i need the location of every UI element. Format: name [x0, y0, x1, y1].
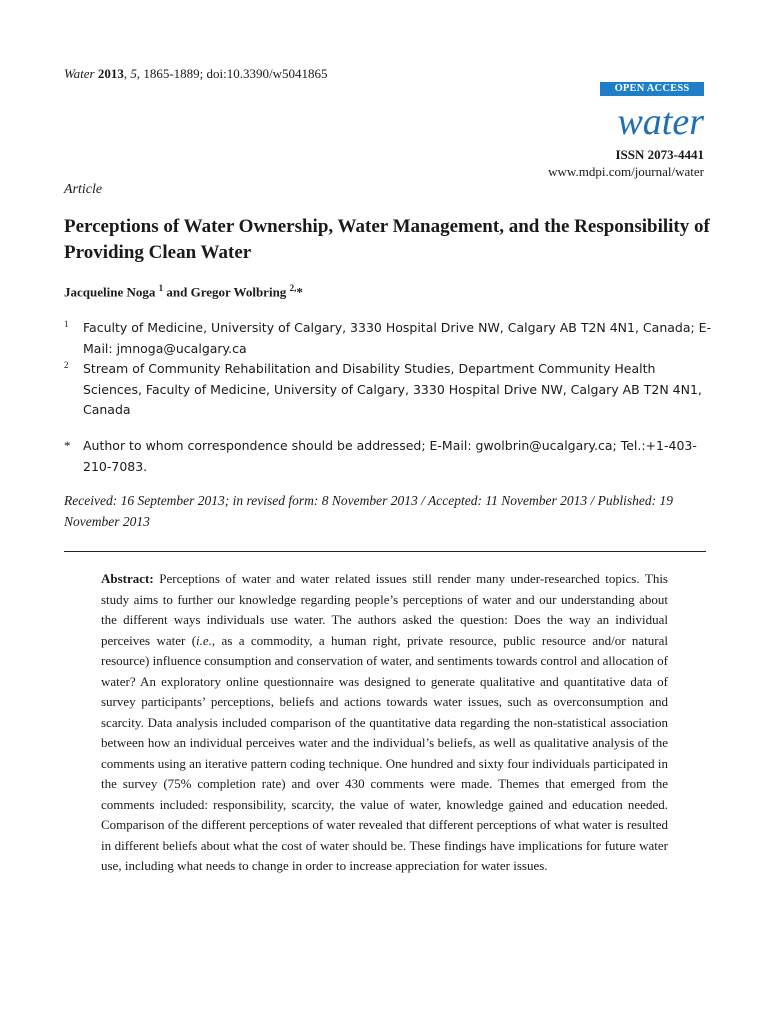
- abstract-ie: i.e.: [196, 632, 212, 648]
- affiliation-text: Stream of Community Rehabilitation and Disability Studies, Department Community Health Sciences, Faculty of Medicine, University of Calgary, 3330 Hospital Drive NW, Calgary AB T2N 4N1, Canada: [83, 361, 702, 417]
- corresponding-mark: *: [296, 284, 303, 300]
- publication-dates: Received: 16 September 2013; in revised form: 8 November 2013 / Accepted: 11 November 2013 / Published: 19 November 2013: [64, 493, 673, 529]
- author-name: Gregor Wolbring: [190, 284, 287, 300]
- author-name: Jacqueline Noga: [64, 284, 156, 300]
- citation-year: 2013: [97, 66, 124, 81]
- journal-url[interactable]: www.mdpi.com/journal/water: [548, 164, 704, 179]
- author-connector: and: [163, 284, 191, 300]
- correspondence-mark: *: [64, 438, 71, 453]
- section-divider: [64, 551, 706, 552]
- article-type: Article: [64, 182, 103, 197]
- affiliation-mark: 1: [158, 283, 164, 293]
- abstract-text-part1: Perceptions of water and water related issues still render many under-researched topics. This study aims to further our knowledge regarding people’s perceptions of water and our understanding about the different ways individuals use water. The authors asked the question: Does the way an individual perceives water (: [101, 571, 668, 648]
- abstract-label: Abstract:: [101, 571, 154, 586]
- article-title: Perceptions of Water Ownership, Water Management, and the Responsibility of Providing Clean Water: [64, 216, 710, 263]
- journal-name: Water: [64, 66, 95, 81]
- affiliation-text: Faculty of Medicine, University of Calgary, 3330 Hospital Drive NW, Calgary AB T2N 4N1, Canada; E-Mail: jmnoga@ucalgary.ca: [83, 320, 712, 356]
- abstract: [101, 569, 668, 877]
- citation-pages-doi: , 1865-1889; doi:10.3390/w5041865: [136, 66, 328, 81]
- affiliation-2: [64, 359, 714, 421]
- open-access-badge: OPEN ACCESS: [600, 82, 704, 96]
- author-list: [64, 283, 303, 300]
- correspondence-note: [64, 436, 714, 477]
- affiliation-number: 1: [64, 319, 69, 329]
- affiliation-1: [64, 318, 714, 359]
- affiliation-mark: 2,: [289, 283, 297, 293]
- correspondence-text: Author to whom correspondence should be addressed; E-Mail: gwolbrin@ucalgary.ca; Tel.:+1-403-210-7083.: [83, 438, 697, 474]
- abstract-text-part2: , as a commodity, a human right, private resource, public resource and/or natural resource) influence consumption and conservation of water, and sentiments towards control and allocation of water? An exploratory online questionnaire was designed to generate qualitative and quantitative data of survey participants’ perceptions, beliefs and actions towards water issues, such as overconsumption and scarcity. Data analysis included comparison of the quantitative data regarding the non-statistical association between how an individual perceives water and the individual’s beliefs, as well as qualitative analysis of the comments using an iterative pattern coding technique. One hundred and sixty four individuals participated in the survey (75% completion rate) and over 430 comments were made. Themes that emerged from the comments included: responsibility, scarcity, the value of water, knowledge gained and education needed. Comparison of the different perceptions of water revealed that different perceptions of what water is resulted in different beliefs about what the cost of water should be. These findings have implications for future water use, including what needs to change in order to increase appreciation for water issues.: [101, 632, 669, 873]
- citation-volume: 5: [130, 66, 137, 81]
- journal-logo: water: [617, 101, 704, 143]
- issn: ISSN 2073-4441: [615, 147, 704, 162]
- affiliation-number: 2: [64, 360, 69, 370]
- citation-line: Water 2013, 5, 1865-1889; doi:10.3390/w5041865: [64, 66, 328, 81]
